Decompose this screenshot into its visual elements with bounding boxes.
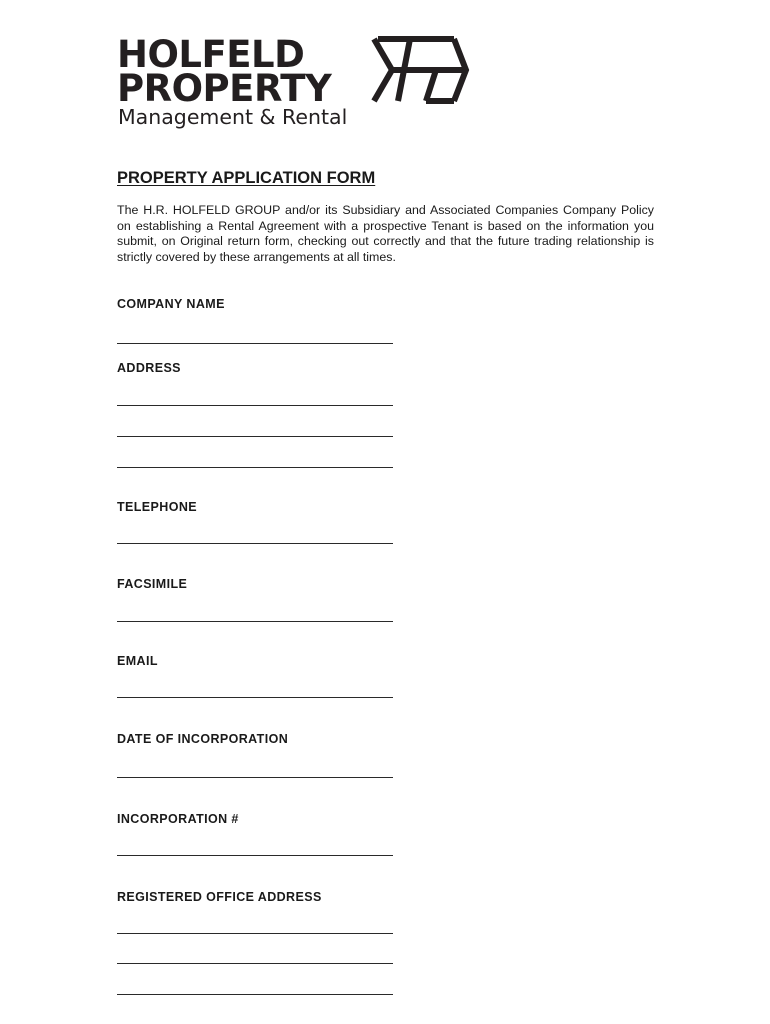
company-logo [117, 33, 477, 132]
logo-subtitle: Management & Rental [118, 105, 348, 129]
registered-office-address-input-line-3[interactable] [117, 994, 393, 995]
form-title: PROPERTY APPLICATION FORM [117, 169, 376, 187]
intro-paragraph: The H.R. HOLFELD GROUP and/or its Subsidiary and Associated Companies Company Policy on establishing a Rental Agreement with a prospective Tenant is based on the information you submit, on Original return form, checking out correctly and that the future trading relationship is strictly covered by these arrangements at all times. [117, 203, 654, 264]
address-label: ADDRESS [117, 361, 181, 375]
registered-office-address-input-line-2[interactable] [117, 963, 393, 964]
registered-office-address-input-line-1[interactable] [117, 933, 393, 934]
logo-text-line2: PROPERTY [117, 67, 332, 110]
holfeld-chair-logo-mark-icon [370, 36, 470, 104]
registered-office-address-label: REGISTERED OFFICE ADDRESS [117, 890, 322, 904]
date-of-incorporation-input-line[interactable] [117, 777, 393, 778]
company-name-input-line[interactable] [117, 343, 393, 344]
address-input-line-1[interactable] [117, 405, 393, 406]
address-input-line-2[interactable] [117, 436, 393, 437]
address-input-line-3[interactable] [117, 467, 393, 468]
date-of-incorporation-label: DATE OF INCORPORATION [117, 732, 289, 746]
facsimile-input-line[interactable] [117, 621, 393, 622]
incorporation-number-label: INCORPORATION # [117, 812, 239, 826]
email-label: EMAIL [117, 654, 158, 668]
company-name-label: COMPANY NAME [117, 297, 225, 311]
incorporation-number-input-line[interactable] [117, 855, 393, 856]
facsimile-label: FACSIMILE [117, 577, 188, 591]
logo-text-line1: HOLFELD [117, 33, 305, 76]
email-input-line[interactable] [117, 697, 393, 698]
telephone-label: TELEPHONE [117, 500, 197, 514]
telephone-input-line[interactable] [117, 543, 393, 544]
